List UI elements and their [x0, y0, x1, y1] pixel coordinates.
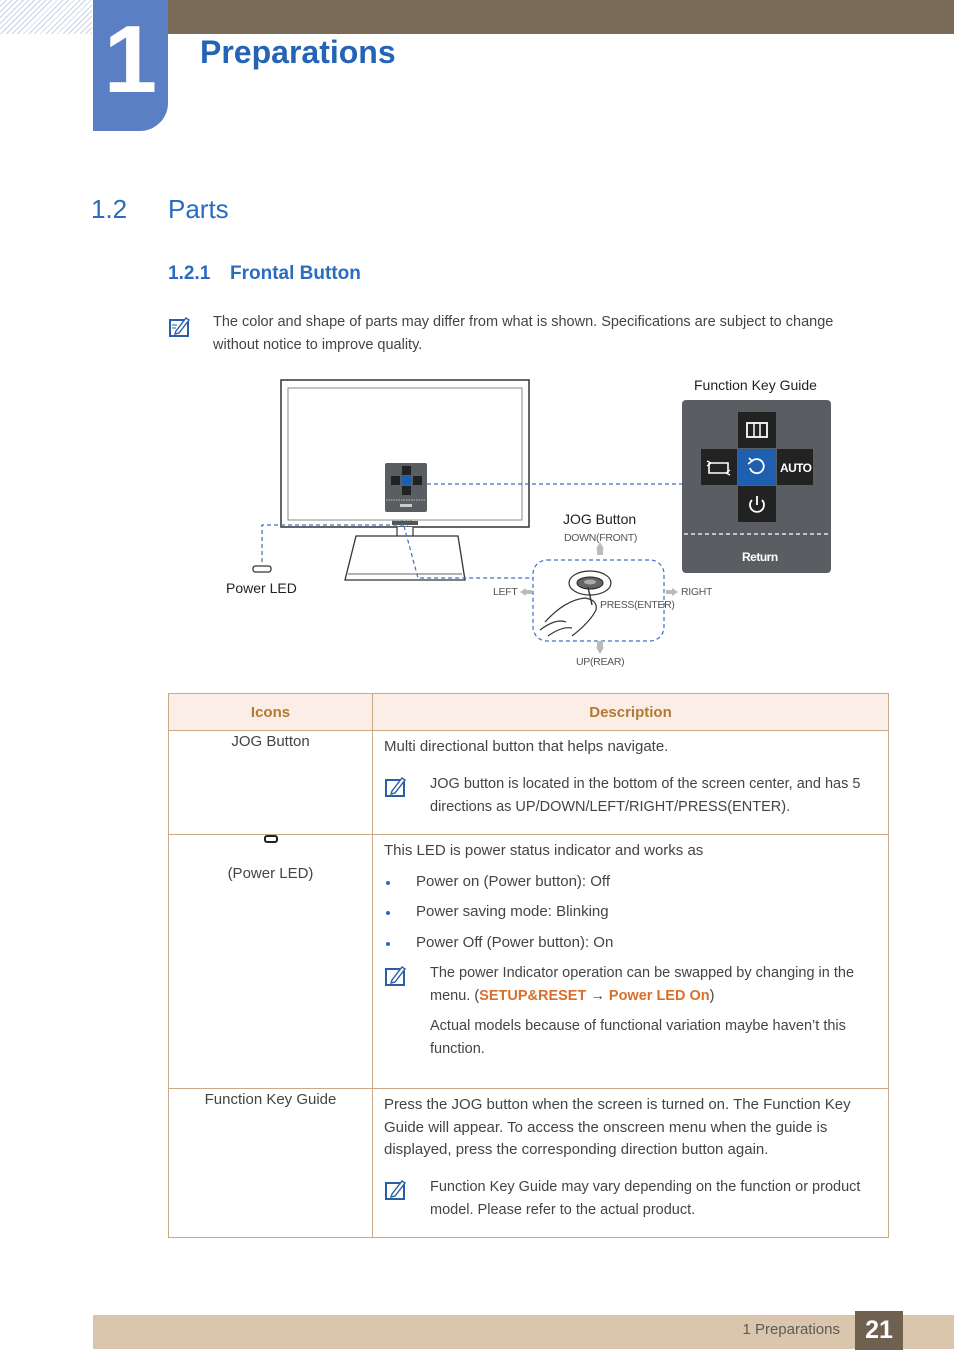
- parts-table: [168, 693, 889, 1238]
- function-key-guide-icon-label: Function Key Guide: [204, 1091, 337, 1108]
- jog-direction-down-label: DOWN(FRONT): [564, 532, 638, 544]
- subsection-title: Frontal Button: [230, 263, 361, 284]
- power-led-description-cell: [373, 835, 889, 1089]
- menu-path-power-led-on: Power LED On: [608, 988, 710, 1004]
- table-row: [169, 835, 889, 1089]
- note-icon: [384, 775, 408, 799]
- function-key-guide-panel: [682, 400, 831, 573]
- function-key-guide-note-text: Function Key Guide may vary depending on the function or product model. Please refer to the actual product.: [430, 1178, 861, 1218]
- function-key-guide-description-cell: [373, 1089, 889, 1238]
- jog-direction-left-label: LEFT: [493, 586, 518, 598]
- menu-arrow: →: [590, 988, 605, 1004]
- monitor-diagram: [0, 360, 954, 680]
- list-item: Power saving mode: Blinking: [384, 901, 880, 923]
- power-led-icon: [264, 835, 278, 843]
- header-bar: [168, 0, 954, 34]
- jog-button-label: JOG Button: [563, 511, 637, 527]
- jog-button-illustration: [520, 542, 678, 654]
- header-hatch-decoration: [0, 0, 92, 34]
- jog-button-description-cell: [373, 731, 889, 835]
- jog-direction-right-label: RIGHT: [681, 586, 713, 598]
- function-key-guide-description: Press the JOG button when the screen is turned on. The Function Key Guide will appear. To access the onscreen menu when the guide is displayed, press the corresponding direction button again.: [384, 1096, 851, 1158]
- list-item: Power on (Power button): Off: [384, 871, 880, 893]
- function-key-guide-label: Function Key Guide: [694, 377, 817, 393]
- note-icon: [168, 315, 192, 339]
- jog-direction-press-label: PRESS(ENTER): [600, 599, 675, 611]
- jog-button-description: Multi directional button that helps navigate.: [384, 738, 669, 755]
- menu-path-setup-reset: SETUP&RESET: [479, 988, 587, 1004]
- section-title: Parts: [168, 194, 229, 224]
- subsection-number: 1.2.1: [168, 263, 211, 284]
- power-led-note-2: Actual models because of functional variation maybe haven’t this function.: [430, 1018, 846, 1057]
- power-led-status-list: [384, 871, 880, 954]
- intro-note-text: The color and shape of parts may differ from what is shown. Specifications are subject to change without notice to improve quality.: [213, 314, 834, 353]
- table-row: [169, 1089, 889, 1238]
- function-key-guide-cell: [169, 1089, 373, 1238]
- page-number: 21: [855, 1311, 903, 1350]
- note-icon: [384, 1178, 408, 1202]
- table-header-description: Description: [373, 694, 889, 731]
- power-led-figure-icon: [253, 566, 271, 572]
- chapter-number-block: 1: [93, 0, 168, 131]
- power-led-icon-label: (Power LED): [227, 864, 314, 882]
- table-header-row: [169, 694, 889, 731]
- return-label: Return: [742, 550, 778, 564]
- power-led-note-text: The power Indicator operation can be swapped by changing in the menu. (: [430, 965, 855, 1004]
- frontal-button-figure: [0, 360, 954, 680]
- power-led-description: This LED is power status indicator and works as: [384, 842, 704, 859]
- power-led-cell: [169, 835, 373, 1089]
- monitor-brand-text: SAMSUNG: [392, 519, 413, 524]
- chapter-title: Preparations: [200, 34, 396, 70]
- menu-path-close: ): [709, 988, 715, 1004]
- table-row: [169, 731, 889, 835]
- section-number: 1.2: [91, 194, 128, 224]
- jog-button-cell: [169, 731, 373, 835]
- power-led-label: Power LED: [226, 580, 297, 596]
- function-key-guide-note: [384, 1176, 880, 1222]
- jog-button-icon-label: JOG Button: [231, 733, 310, 750]
- monitor-illustration: [281, 380, 529, 580]
- list-item: Power Off (Power button): On: [384, 932, 880, 954]
- note-icon: [384, 964, 408, 988]
- table-header-icons: Icons: [169, 694, 373, 731]
- jog-direction-up-label: UP(REAR): [576, 656, 625, 668]
- power-led-note: [384, 962, 880, 1061]
- jog-button-note: [384, 773, 880, 819]
- jog-button-note-text: JOG button is located in the bottom of the screen center, and has 5 directions as UP/DOWN/LEFT/RIGHT/PRESS(ENTER).: [430, 775, 861, 815]
- auto-button-label: AUTO: [780, 461, 812, 475]
- footer-chapter-label: 1 Preparations: [742, 1321, 840, 1338]
